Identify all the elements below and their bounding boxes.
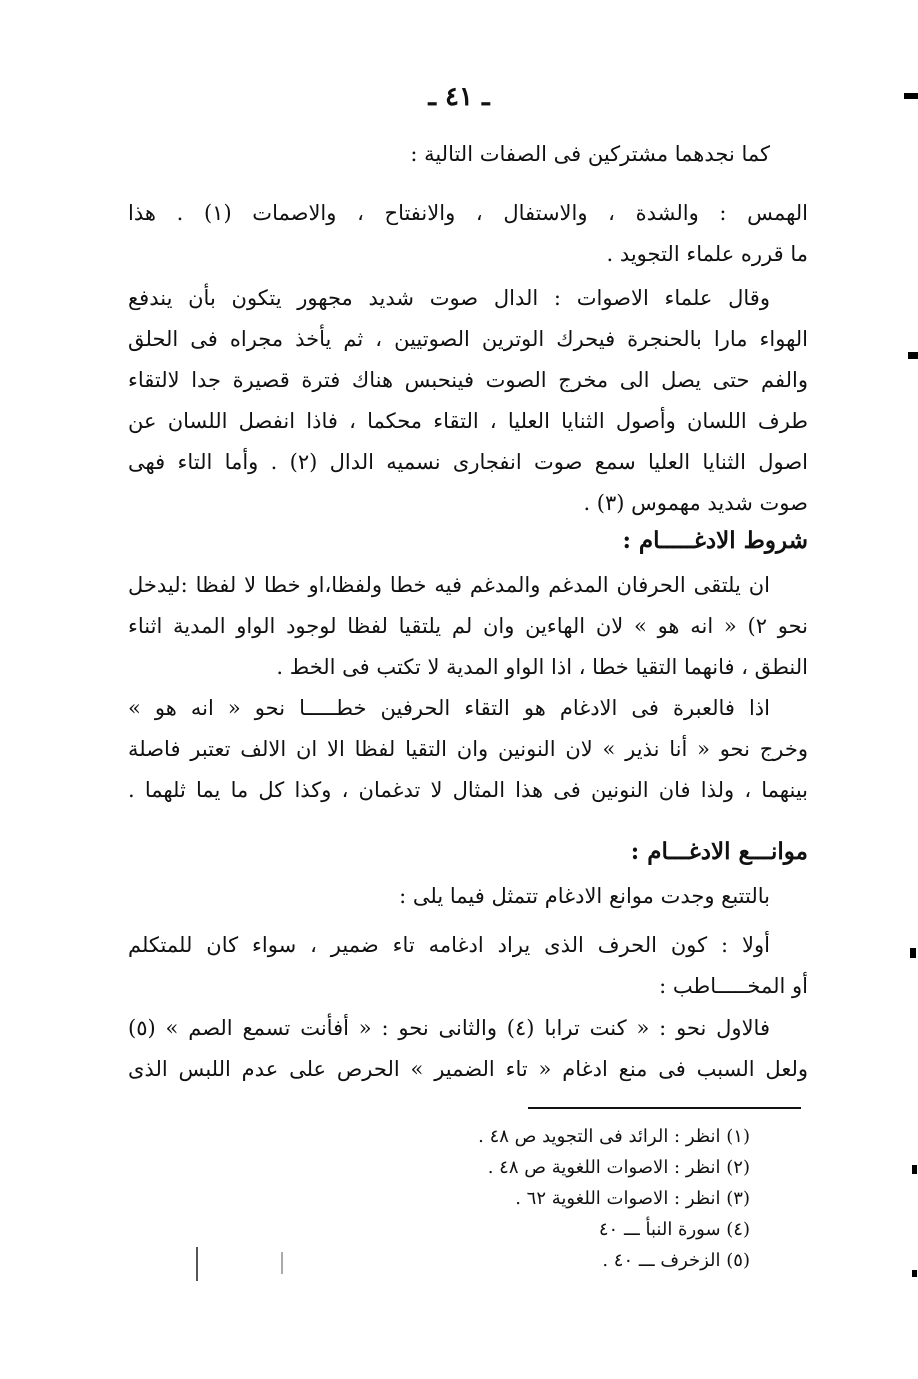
text-line: أولا : كون الحرف الذى يراد ادغامه تاء ضمير ، سواء كان للمتكلم [128,933,770,957]
section-heading-conditions [128,520,808,561]
footnote: (١) انظر : الرائد فى التجويد ص ٤٨ . [478,1126,750,1147]
text-line: وقال علماء الاصوات : الدال صوت شديد مجهور يتكون بأن يندفع [128,286,770,310]
text-line: ما قرره علماء التجويد . [606,242,808,266]
text-line: ان يلتقى الحرفان المدغم والمدغم فيه خطا ولفظا،او خطا لا لفظا :ليدخل [128,573,770,597]
scan-edge-mark [912,1165,917,1174]
text-line: ولعل السبب فى منع ادغام « تاء الضمير » الحرص على عدم اللبس الذى [128,1057,808,1081]
text-line: الهواء مارا بالحنجرة فيحرك الوترين الصوتيين ، ثم يأخذ مجراه فى الحلق [128,327,808,351]
text-line: نحو ٢) « انه هو » لان الهاءين وان لم يلتقيا لفظا لوجود الواو المدية اثناء [128,614,808,638]
text-line: بالتتبع وجدت موانع الادغام تتمثل فيما يلى : [399,884,770,908]
heading-text: موانـــع الادغـــام : [630,838,808,865]
text-line: وخرج نحو « أنا نذير » لان النونين وان التقيا لفظا الا ان الالف تعتبر فاصلة [128,737,808,761]
text-line: أو المخـــــاطب : [659,974,808,998]
footnote-divider [528,1107,801,1109]
paragraph-obstacles-intro [128,876,808,917]
footnote: (٢) انظر : الاصوات اللغوية ص ٤٨ . [487,1157,750,1178]
paragraph-intro [128,134,808,175]
text-line: كما نجدهما مشتركين فى الصفات التالية : [410,142,770,166]
paragraph-examples [128,1008,808,1090]
text-line: فالاول نحو : « كنت ترابا (٤) والثانى نحو : « أفأنت تسمع الصم » (٥) [128,1016,770,1040]
paragraph-conditions [128,565,808,688]
scan-edge-mark [912,1270,917,1277]
footnote: (٣) انظر : الاصوات اللغوية ٦٢ . [515,1188,750,1209]
heading-text: شروط الادغـــــام : [622,527,808,554]
footnote: (٤) سورة النبأ ـــ ٤٠ [598,1219,750,1240]
text-line: بينهما ، ولذا فان النونين فى هذا المثال لا تدغمان ، وكذا كل ما يما ثلهما . [128,778,808,802]
paragraph-phonetics [128,278,808,524]
scan-speck [281,1252,283,1274]
section-heading-obstacles [128,831,808,872]
text-line: اصول الثنايا العليا سمع صوت انفجارى نسميه الدال (٢) . وأما التاء فهى [128,450,808,474]
paragraph-shared-features [128,193,808,275]
text-line: النطق ، فانهما التقيا خطا ، اذا الواو المدية لا تكتب فى الخط . [276,655,808,679]
text-line: والفم حتى يصل الى مخرج الصوت فينحبس هناك فترة قصيرة جدا لالتقاء [128,368,808,392]
text-line: طرف اللسان وأصول الثنايا العليا ، التقاء محكما ، فاذا انفصل اللسان عن [128,409,808,433]
footnotes [290,1121,750,1276]
paragraph-first-obstacle [128,925,808,1007]
scan-speck [196,1247,198,1281]
text-line: صوت شديد مهموس (٣) . [583,491,808,515]
scan-edge-mark [904,93,918,99]
paragraph-criterion [128,688,808,811]
scan-edge-mark [910,948,916,958]
scan-edge-mark [908,352,918,359]
footnote: (٥) الزخرف ـــ ٤٠ . [602,1250,750,1271]
page-number: ـ ٤١ ـ [428,82,490,112]
text-line: اذا فالعبرة فى الادغام هو التقاء الحرفين خطـــــا نحو « انه هو » [128,696,770,720]
text-line: الهمس : والشدة ، والاستفال ، والانفتاح ، والاصمات (١) . هذا [128,201,808,225]
